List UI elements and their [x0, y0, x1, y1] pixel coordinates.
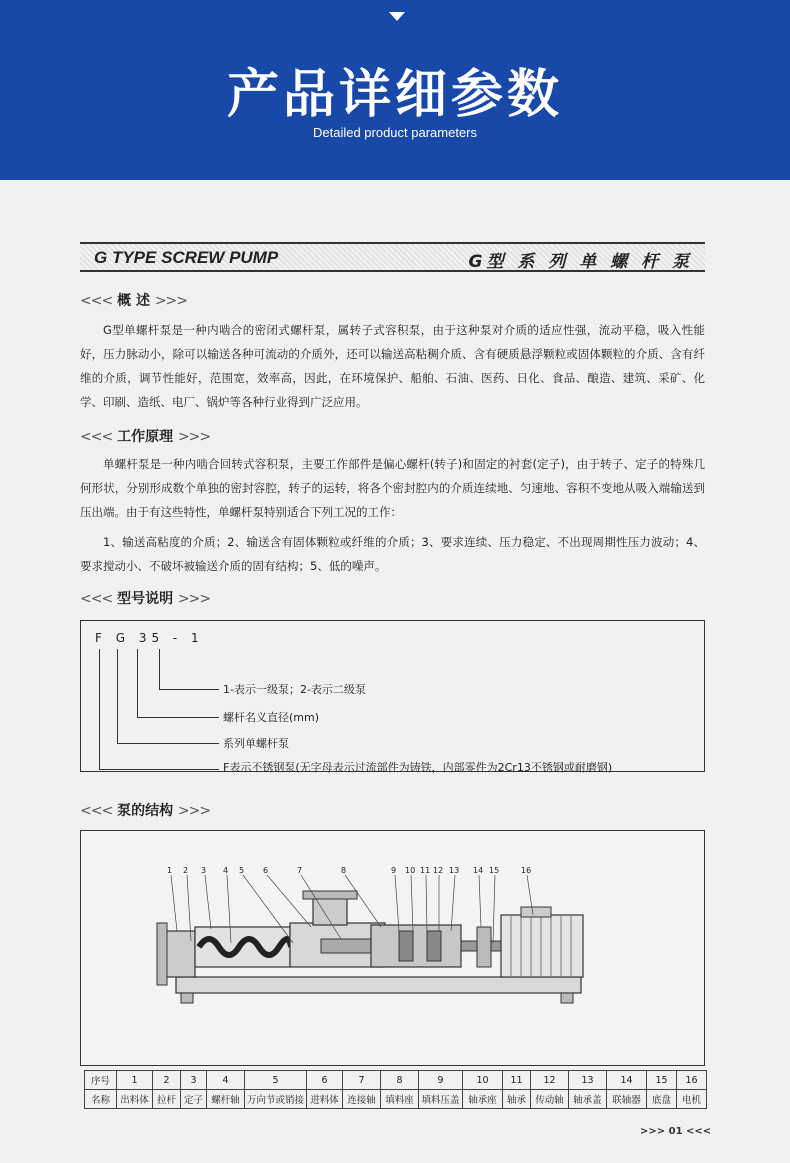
part-label-11: 11 — [420, 866, 431, 875]
part-label-5: 5 — [239, 866, 245, 875]
part-label-9: 9 — [391, 866, 397, 875]
part-label-8: 8 — [341, 866, 347, 875]
table-cell: 3 — [181, 1071, 207, 1090]
catalog-page — [0, 180, 790, 1163]
parts-table — [84, 1070, 707, 1109]
principle-conditions: 1、输送高粘度的介质；2、输送含有固体颗粒或纤维的介质；3、要求连续、压力稳定、不出现周期性压力波动；4、要求搅动小、不破坏被输送介质的固有结构；5、低的噪声。 — [80, 535, 705, 573]
model-explanation-box — [80, 620, 705, 772]
table-cell: 16 — [677, 1071, 707, 1090]
part-label-16: 16 — [521, 866, 532, 875]
table-cell: 轴承座 — [463, 1090, 503, 1109]
table-header-cell: 名称 — [85, 1090, 117, 1109]
doc-title-bar — [80, 242, 705, 272]
table-cell: 5 — [245, 1071, 307, 1090]
model-line-stage: 1-表示一级泵；2-表示二级泵 — [223, 683, 366, 696]
part-label-2: 2 — [183, 866, 189, 875]
table-cell: 底盘 — [647, 1090, 677, 1109]
table-cell: 15 — [647, 1071, 677, 1090]
table-cell: 11 — [503, 1071, 531, 1090]
table-cell: 连接轴 — [343, 1090, 381, 1109]
table-cell: 13 — [569, 1071, 607, 1090]
part-label-6: 6 — [263, 866, 269, 875]
page-subtitle: Detailed product parameters — [312, 125, 478, 140]
model-line-material: F表示不锈钢泵(无字母表示过流部件为铸铁，内部零件为2Cr13不锈钢或耐磨钢) — [223, 761, 613, 774]
table-cell: 14 — [607, 1071, 647, 1090]
part-label-13: 13 — [449, 866, 460, 875]
table-cell: 进料体 — [307, 1090, 343, 1109]
part-label-3: 3 — [201, 866, 207, 875]
table-row — [85, 1090, 707, 1109]
table-row — [85, 1071, 707, 1090]
section-heading-model: <<< 型号说明 >>> — [80, 591, 211, 607]
pump-drawing — [81, 831, 703, 1064]
table-cell: 12 — [531, 1071, 569, 1090]
table-cell: 电机 — [677, 1090, 707, 1109]
chevron-down-icon — [389, 12, 405, 21]
table-cell: 传动轴 — [531, 1090, 569, 1109]
table-cell: 轴承 — [503, 1090, 531, 1109]
part-label-10: 10 — [405, 866, 416, 875]
part-label-15: 15 — [489, 866, 500, 875]
table-cell: 9 — [419, 1071, 463, 1090]
section-heading-overview: <<< 概 述 >>> — [80, 293, 188, 309]
table-cell: 填料座 — [381, 1090, 419, 1109]
part-label-12: 12 — [433, 866, 444, 875]
page-title: 产品详细参数 — [226, 65, 563, 125]
table-cell: 联轴器 — [607, 1090, 647, 1109]
table-cell: 万向节或销接 — [245, 1090, 307, 1109]
model-code: F G 35 - 1 — [95, 631, 204, 645]
overview-text: G型单螺杆泵是一种内啮合的密闭式螺杆泵，属转子式容积泵，由于这种泵对介质的适应性强，流动平稳，吸入性能好，压力脉动小，除可以输送各种可流动的介质外，还可以输送高粘稠介质、含有硬质悬浮颗粒或固体颗粒的介质、含有纤维的介质，调节性能好，范围宽，效率高，因此，在环境保护、船舶、石油、医药、日化、食品、酿造、建筑、采矿、化学、印刷、造纸、电厂、锅炉等各种行业得到广泛应用。 — [80, 323, 705, 409]
part-label-7: 7 — [297, 866, 303, 875]
model-line-series: 系列单螺杆泵 — [223, 737, 289, 750]
section-heading-structure: <<< 泵的结构 >>> — [80, 803, 211, 819]
table-cell: 拉杆 — [153, 1090, 181, 1109]
section-heading-principle: <<< 工作原理 >>> — [80, 429, 211, 445]
table-cell: 轴承盖 — [569, 1090, 607, 1109]
doc-title-cn: G型 系 列 单 螺 杆 泵 — [468, 252, 693, 272]
principle-text: 单螺杆泵是一种内啮合回转式容积泵，主要工作部件是偏心螺杆(转子)和固定的衬套(定子)，由于转子、定子的特殊几何形状，分别形成数个单独的密封容腔，转子的运转，将各个密封腔内的介质连续地、匀速地、容积不变地从吸入端输送到压出端。由于有这些特性，单螺杆泵特别适合下列工况的工作： — [80, 457, 705, 519]
pump-structure-diagram — [80, 830, 705, 1066]
header-banner — [0, 0, 790, 180]
table-header-cell: 序号 — [85, 1071, 117, 1090]
table-cell: 定子 — [181, 1090, 207, 1109]
part-label-1: 1 — [167, 866, 173, 875]
table-cell: 8 — [381, 1071, 419, 1090]
table-cell: 4 — [207, 1071, 245, 1090]
table-cell: 6 — [307, 1071, 343, 1090]
model-line-diameter: 螺杆名义直径(mm) — [223, 711, 320, 724]
table-cell: 出料体 — [117, 1090, 153, 1109]
table-cell: 2 — [153, 1071, 181, 1090]
part-label-14: 14 — [473, 866, 484, 875]
table-cell: 1 — [117, 1071, 153, 1090]
table-cell: 7 — [343, 1071, 381, 1090]
table-cell: 填料压盖 — [419, 1090, 463, 1109]
table-cell: 螺杆轴 — [207, 1090, 245, 1109]
part-label-4: 4 — [223, 866, 229, 875]
page-number: >>> 01 <<< — [640, 1126, 712, 1137]
table-cell: 10 — [463, 1071, 503, 1090]
doc-title-en: G TYPE SCREW PUMP — [94, 248, 279, 267]
